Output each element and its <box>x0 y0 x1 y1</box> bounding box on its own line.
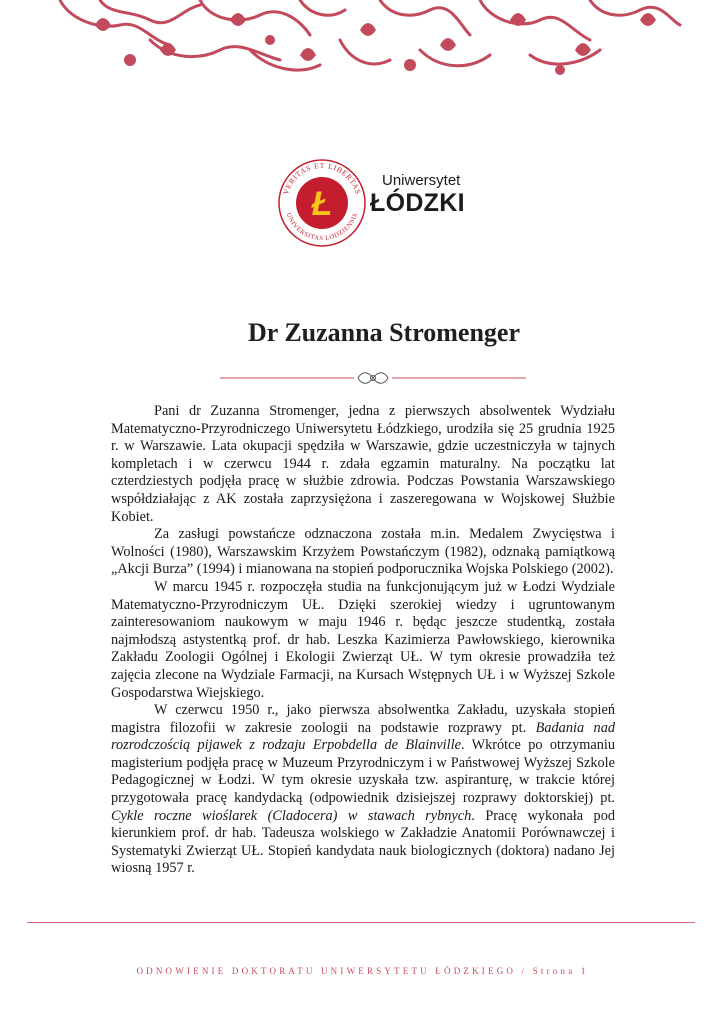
paragraph: Za zasługi powstańcze odznaczona została m.in. Medalem Zwycięstwa i Wolności (1980), Warszawskim Krzyżem Powstańczym (1982), odznaką pamiątkową „Akcji Burza” (1994) i mianowana na stopień podporucznika Wojska Polskiego (2002). <box>111 526 615 578</box>
logo-name-line2: ŁÓDZKI <box>370 189 465 217</box>
logo-ring-text-bottom: UNIVERSITAS LODZIENSIS <box>284 211 360 243</box>
footer-rule <box>27 922 695 923</box>
thesis-title-master: Badania nad rozrodczością pijawek z rodzaju Erpobdella de Blainville <box>111 719 615 754</box>
thesis-title-candidate: Cykle roczne wioślarek (Cladocera) w stawach rybnych <box>111 807 472 824</box>
paragraph: W marcu 1945 r. rozpoczęła studia na funkcjonującym już w Łodzi Wydziale Matematyczno-Przyrodniczym UŁ. Dzięki szerokiej wiedzy i ugruntowanym zainteresowaniom naukowym w maju 1946 r. będąc jeszcze studentką, została najmłodszą astystentką prof. dr hab. Leszka Kazimierza Pawłowskiego, kierownika Zakładu Zoologii Ogólnej i Ekologii Zwierząt UŁ. W tym okresie prowadziła też zajęcia zlecone na Wydziale Farmacji, na Kursach Wstępnych UŁ i w Wyższej Szkole Gospodarstwa Wiejskiego. <box>111 578 615 701</box>
logo-name-line1: Uniwersytet <box>382 172 461 189</box>
page-footer: ODNOWIENIE DOKTORATU UNIWERSYTETU ŁÓDZKIEGO / Strona 1 <box>136 966 589 976</box>
paragraph: Pani dr Zuzanna Stromenger, jedna z pierwszych absolwentek Wydziału Matematyczno-Przyrodniczego Uniwersytetu Łódzkiego, urodziła się 25 grudnia 1925 r. w Warszawie. Lata okupacji spędziła w Warszawie, gdzie uczestniczyła w tajnych kompletach i w czerwcu 1944 r. zdała egzamin maturalny. Na początku lat czterdziestych podjęła pracę w służbie zdrowia. Podczas Powstania Warszawskiego współdziałając z AK została zaprzysiężona i zaszeregowana w Wojskowej Służbie Kobiet. <box>111 403 615 525</box>
body-text <box>111 403 615 878</box>
logo-ring-text-top: VERITAS ET LIBERTAS <box>281 160 363 196</box>
title-divider <box>220 368 526 388</box>
top-ornament <box>0 0 725 80</box>
page-title: Dr Zuzanna Stromenger <box>247 318 521 347</box>
paragraph: W czerwcu 1950 r., jako pierwsza absolwentka Zakładu, uzyskała stopień magistra filozofii w zakresie zoologii na podstawie rozprawy pt. Badania nad rozrodczością pijawek z rodzaju Erpobdella de Blainville. Wkrótce po otrzymaniu magisterium podjęła pracę w Muzeum Przyrodniczym i w Państwowej Wyższej Szkole Pedagogicznej w Łodzi. W tym okresie uzyskała tzw. aspiranturę, w trakcie której przygotowała pracę kandydacką (odpowiednik dzisiejszej rozprawy doktorskiej) pt. Cykle roczne wioślarek (Cladocera) w stawach rybnych. Pracę wykonała pod kierunkiem prof. dr hab. Tadeusza wolskiego w Zakładzie Anatomii Porównawczej i Systematyki Zwierząt UŁ. Stopień kandydata nauk biologicznych (doktora) nadano Jej wiosną 1957 r. <box>111 702 616 877</box>
logo-emblem-letter: Ł <box>311 185 333 223</box>
